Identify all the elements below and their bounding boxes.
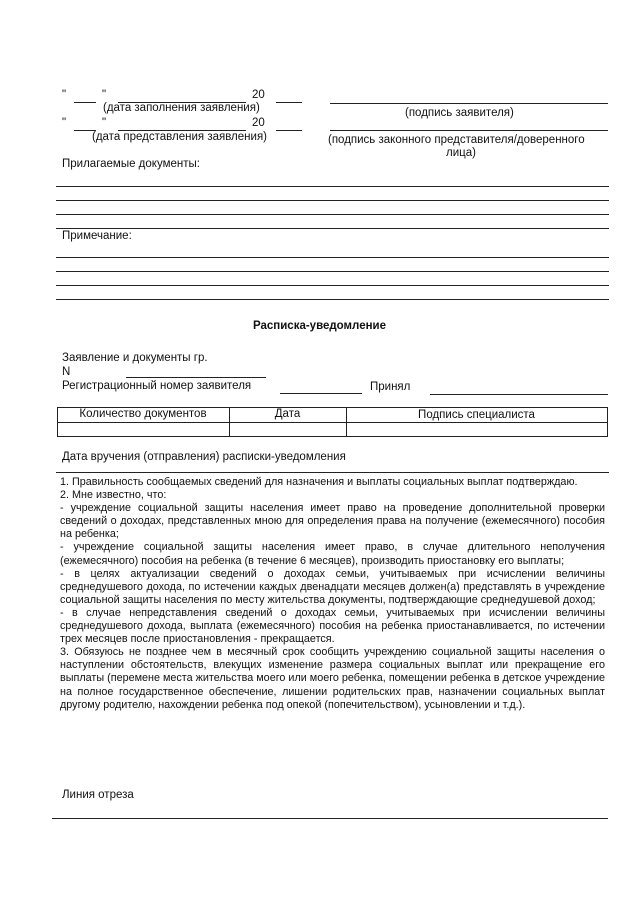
fill-date-caption: (дата заполнения заявления) — [103, 102, 260, 114]
representative-signature-caption-2: лица) — [446, 147, 476, 159]
representative-signature-caption-1: (подпись законного представителя/доверенного — [328, 134, 585, 146]
representative-signature-line — [330, 130, 608, 131]
registration-number-line — [280, 393, 362, 394]
applicant-signature-caption: (подпись заявителя) — [405, 107, 514, 119]
note-line-3 — [56, 285, 609, 286]
statement-paragraph-2: 2. Мне известно, что: — [60, 489, 167, 502]
cut-line — [52, 818, 608, 819]
attached-documents-label: Прилагаемые документы: — [62, 158, 200, 170]
statement-paragraph-3: - учреждение социальной защиты населения имеет право на проведение дополнительной проверки сведений о доходах, представленных мною для определения права на получение (ежемесячного) пособия на ребенка; — [60, 502, 605, 541]
attached-documents-line-3 — [56, 214, 609, 215]
attached-documents-line-1 — [56, 186, 609, 187]
statement-top-line — [56, 472, 609, 473]
application-from-label: Заявление и документы гр. — [62, 352, 208, 364]
year-fill-line — [276, 102, 302, 103]
year-submit-line — [276, 130, 302, 131]
accepted-label: Принял — [370, 381, 411, 393]
cut-line-label: Линия отреза — [62, 789, 134, 801]
statement-paragraph-1: 1. Правильность сообщаемых сведений для назначения и выплаты социальных выплат подтверждаю. — [60, 476, 578, 488]
quote-open: " — [62, 89, 67, 101]
attached-documents-line-4 — [56, 228, 609, 229]
quote-close: " — [102, 89, 107, 101]
submit-date-caption: (дата представления заявления) — [92, 131, 267, 143]
table-header-count: Количество документов — [79, 408, 207, 420]
day-fill-line — [74, 102, 96, 103]
statement-paragraph-5: - в целях актуализации сведений о доходах семьи, учитываемых при исчислении величины среднедушевого дохода, по истечении каждых двенадцати месяцев должен(а) представлять в учреждение социальной защиты населения по месту жительства документы, подтверждающие среднедушевой доход; — [60, 567, 605, 606]
statement-paragraph-7: 3. Обязуюсь не позднее чем в месячный срок сообщить учреждению социальной защиты населения о наступлении обстоятельств, влекущих изменение размера социальных выплат или прекращение его выплаты (перемене места жительства моего или моего ребенка, помещении ребенка в детское учреждение на полное государственное обеспечение, лишении родительских прав, назначении социальных выплат другому родителю, нахождении ребенка под опекой (попечительством), усыновлении и т.д.). — [60, 646, 605, 711]
year-prefix: 20 — [252, 117, 265, 129]
note-line-4 — [56, 299, 609, 300]
table-header-signature: Подпись специалиста — [418, 409, 535, 421]
note-line-2 — [56, 271, 609, 272]
statement-paragraph-6: - в случае непредставления сведений о доходах семьи, учитываемых при исчислении величины среднедушевого дохода, выплата (ежемесячного) пособия на ребенка приостанавливается, по истечении трех месяцев после приостановления - прекращается. — [60, 606, 605, 646]
delivery-date-label: Дата вручения (отправления) расписки-уведомления — [62, 451, 346, 463]
quote-open: " — [62, 117, 67, 129]
number-fill-line — [126, 377, 266, 378]
statement-block — [60, 476, 605, 712]
year-prefix: 20 — [252, 89, 265, 101]
attached-documents-line-2 — [56, 200, 609, 201]
quote-close: " — [102, 117, 107, 129]
registration-number-label: Регистрационный номер заявителя — [62, 380, 252, 392]
accepted-signature-line — [430, 394, 608, 395]
number-label: N — [62, 366, 71, 378]
applicant-signature-line — [330, 103, 608, 104]
note-line-1 — [56, 257, 609, 258]
note-label: Примечание: — [62, 230, 132, 242]
table-header-date: Дата — [274, 408, 301, 420]
receipt-title: Расписка-уведомление — [252, 320, 387, 332]
statement-paragraph-4: - учреждение социальной защиты населения имеет право, в случае длительного неполучения (ежемесячного) пособия на ребенка (в течение 6 месяцев), производить приостановку его выплаты; — [60, 541, 605, 567]
